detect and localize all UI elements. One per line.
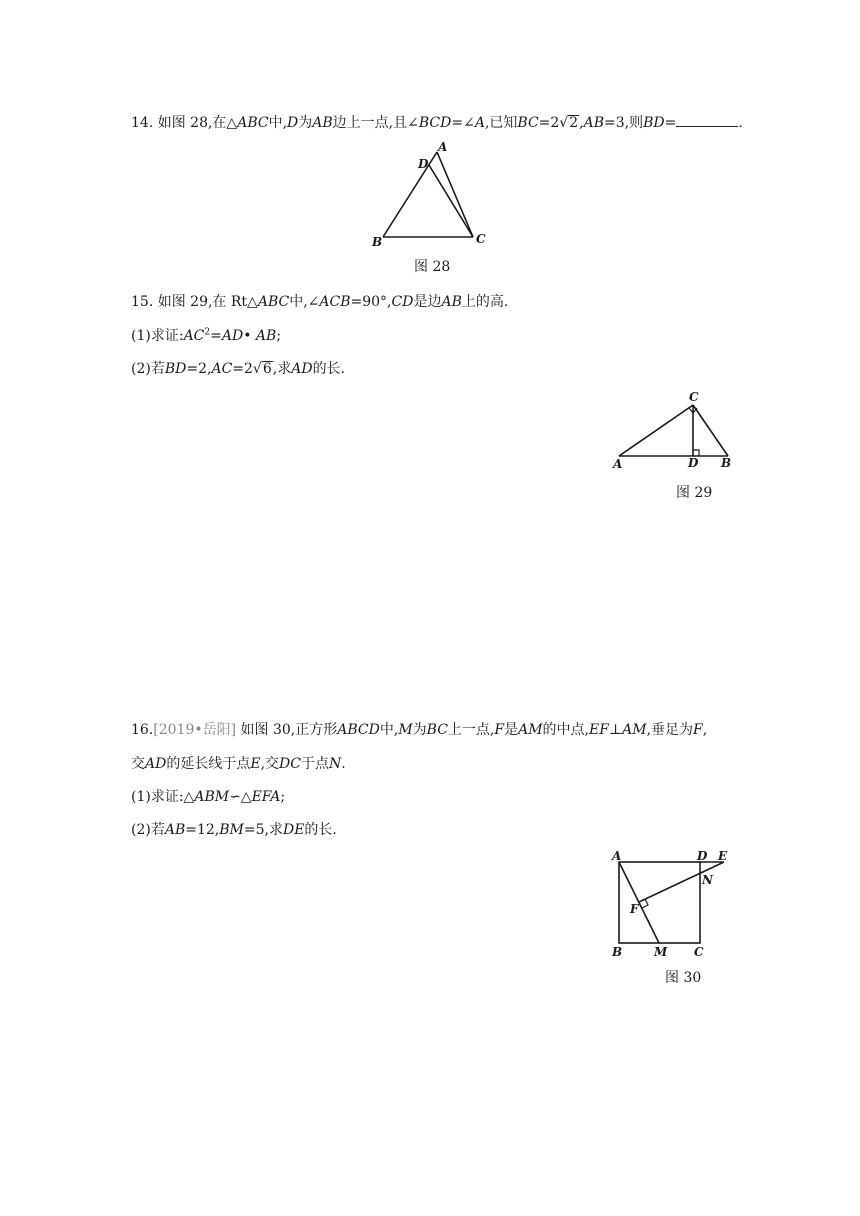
fig28-label-a: A [438, 140, 448, 154]
fig30-label-m: M [654, 945, 668, 959]
figure-29-caption: 图 29 [676, 485, 713, 501]
fig29-label-a: A [613, 457, 623, 471]
sqrt-symbol: √2 [559, 115, 579, 131]
q16-line3: (1)求证:△ABM∽△EFA; [131, 789, 286, 805]
fig30-label-a: A [612, 849, 622, 863]
source-tag: [2019•岳阳] [153, 722, 237, 738]
fig30-label-d: D [697, 849, 708, 863]
fig28-label-b: B [372, 235, 383, 249]
q15-line2: (1)求证$:AC^2=AD•$ AB; [131, 327, 282, 344]
fig30-label-n: N [702, 873, 713, 887]
fig30-label-f: F [630, 902, 639, 916]
q15-line3: (2)若BD=2,AC=2√6,求AD的长. [131, 361, 346, 377]
fig29-label-d: D [688, 456, 699, 470]
fig30-label-b: B [612, 945, 623, 959]
fig29-label-b: B [721, 456, 732, 470]
q14-text: 14. 如图 28,在△ABC中,D为AB边上一点,且∠BCD=∠A,已知BC=2√2,AB=3,则BD= . [131, 115, 743, 131]
figure-30-caption: 图 30 [665, 970, 702, 986]
fig30-line-am [619, 862, 659, 943]
fig28-label-d: D [418, 157, 429, 171]
q16-line4: (2)若AB=12,BM=5,求DE的长. [131, 822, 337, 838]
fig30-label-e: E [718, 849, 728, 863]
fig28-label-c: C [476, 232, 486, 246]
fig29-label-c: C [689, 390, 699, 404]
q16-line1: 16.[2019•岳阳] 如图 30,正方形ABCD中,M为BC上一点,F是AM的中点,EF⊥AM,垂足为F, [131, 722, 708, 738]
q16-line2: 交AD的延长线于点E,交DC于点N. [131, 756, 346, 772]
sqrt-symbol: √6 [252, 361, 272, 377]
fig30-label-c: C [694, 945, 704, 959]
q15-line1: 15. 如图 29,在 Rt△ABC中,∠ACB=90°,CD是边AB上的高. [131, 294, 509, 310]
figure-28-caption: 图 28 [414, 259, 451, 275]
